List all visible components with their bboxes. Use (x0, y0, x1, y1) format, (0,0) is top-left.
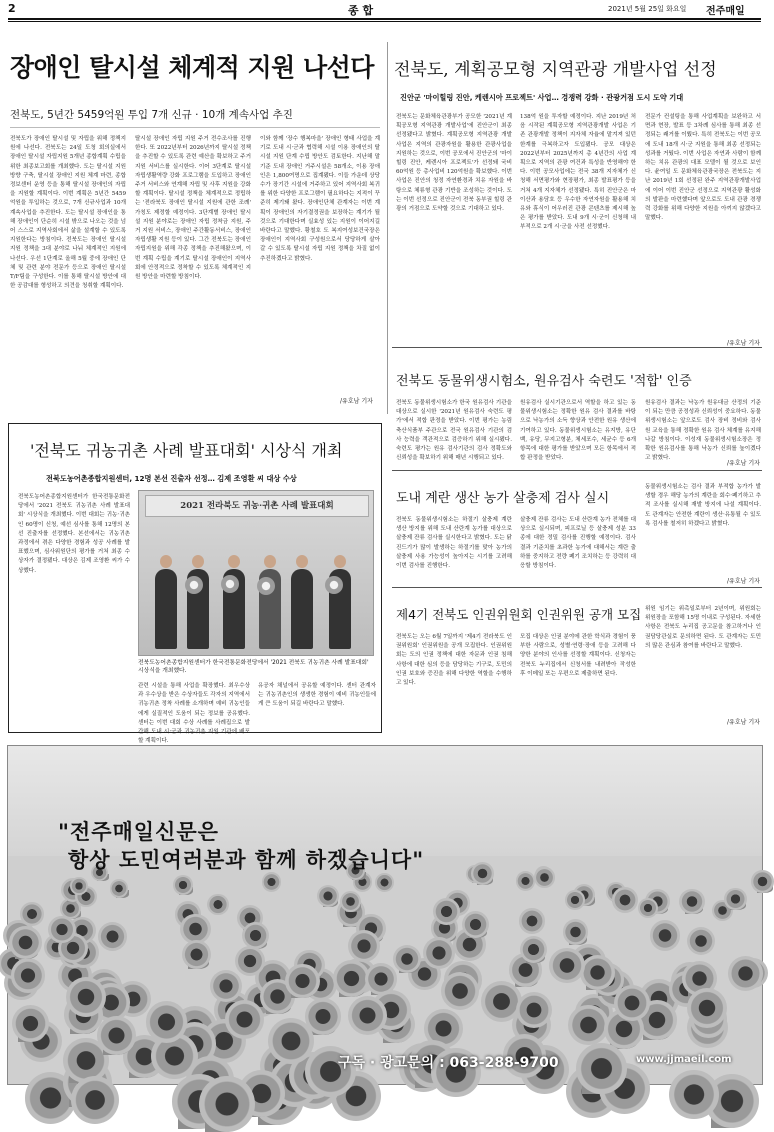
tourism-col-2: 138억 원을 투자할 예정이다. 지난 2019년 처음 시작된 계획공모형 지역관광개발 사업은 기존 관광개발 정책이 지자체 자율에 맡겨져 있던 한계를 극복하고자 도입됐다. 공모 대상은 2022년부터 2025년까지 총 4년간의 사업 계획으로 지역의 관광 여건과 특성을 반영해야 한다. 이번 공모사업에는 전국 38개 지자체가 신청해 서면평가와 현장평가, 최종 발표평가 등을 거쳐 4개 지자체가 선정됐다. 특히 진안군은 마이산과 용담호 등 우수한 자연자원을 활용해 치유와 휴식이 어우러진 관광 콘텐츠를 제시해 높은 평가를 받았다. 도내 9개 시·군이 신청해 내부적으로 2개 시·군을 사전 선정했다. (520, 114, 636, 231)
lead-headline: 장애인 탈시설 체계적 지원 나선다 (10, 53, 374, 82)
sunflower-icon (423, 937, 455, 969)
farm-byline: /유호남 기자 (727, 578, 760, 585)
human-rights-byline: /유호남 기자 (727, 719, 760, 726)
farm-return-col-1: 전북도농어촌종합지원센터가 한국전통문화전당에서 '2021 전북도 귀농귀촌 사례 발표대회' 시상식을 개최했다. 이번 대회는 귀농·귀촌인 60명이 신청, 예선 심사를 통해 12명의 본선 진출자를 선정했다. 본선에서는 귀농귀촌 과정에서 겪은 다양한 경험과 성공 사례를 발표했으며, 심사위원단의 평가를 거쳐 최종 수상자가 결정됐다. 대상은 김제 조영환 씨가 수상했다. (18, 494, 130, 574)
page-header (8, 2, 761, 17)
sunflower-icon (242, 922, 269, 949)
sunflower-icon (110, 879, 129, 898)
sunflower-icon (11, 958, 45, 992)
farm-return-col-3: 유공자 채널에서 공유할 예정이다. 센터 관계자는 귀농귀촌인의 생생한 경험이 예비 귀농인들에게 큰 도움이 되길 바란다고 말했다. (258, 683, 376, 708)
sunflower-icon (549, 948, 584, 983)
sunflower-icon (225, 1000, 264, 1039)
sunflower-icon (679, 889, 704, 914)
sunflower-icon (173, 875, 193, 895)
farm-return-subhead: 전북도농어촌종합지원센터, 12명 본선 진출자 선정… 김제 조영환 씨 대상 수상 (46, 474, 297, 483)
tourism-col-3: 전문가 컨설팅을 통해 사업계획을 보완하고 서면과 현장, 발표 등 3차례 심사를 통해 최종 선정되는 쾌거를 이뤘다. 특히 전북도는 이번 공모에 도내 18개 시·군 지원을 통해 최종 선정되는 성과를 거뒀다. 이번 사업은 자연과 사람이 함께하는 치유 관광의 대표 모델이 될 것으로 보인다. 윤여일 도 문화체육관광국장은 전북도는 지난 2019년 1회 선정된 완주 지역관광개발사업에 이어 이번 진안군 선정으로 지역관광 활성화의 발판을 마련했다며 앞으로도 도내 관광 경쟁력 강화를 위해 다양한 지원을 아끼지 않겠다고 말했다. (645, 114, 761, 222)
sunflower-icon (199, 1076, 255, 1132)
sunflower-icon (580, 955, 615, 990)
person-figure (291, 569, 313, 649)
sunflower-icon (235, 946, 265, 976)
sunflower-icon (687, 927, 715, 955)
lead-col-2: 탈시설 장애인 자립 지원 주거 전수조사를 진행한다. 또 2022년부터 2026년까지 탈시설 정책을 추진할 수 있도록 관련 예산을 확보하고 주거 지원 서비스를 실시한다. 이어 3단계로 탈시설 자립생활역량 강화 프로그램을 도입하고 장애인 주거 서비스와 연계해 자립 및 사후 지원을 강화할 계획이다. 탈시설 정책을 체계적으로 정립하는 '전라북도 장애인 탈시설 지원에 관한 조례' 가칭도 제정할 예정이다. 3단계별 장애인 탈시설 지원 분야로는 장애인 자립 정착금 지원, 주거 지원 서비스, 장애인 주간활동서비스, 장애인 자립생활 지원 등이 있다. 그간 전북도는 장애인 자립지원을 위해 각종 정책을 추진해왔으며, 이번 계획 수립을 계기로 탈시설 장애인이 지역사회에 안정적으로 정착할 수 있도록 체계적인 지원 방안을 마련할 방침이다. (135, 136, 251, 281)
sunflower-icon (348, 930, 380, 962)
sunflower-icon (317, 885, 339, 907)
lead-subhead: 전북도, 5년간 5459억원 투입 7개 신규 · 10개 계속사업 추진 (10, 109, 293, 121)
bouquet-icon (221, 575, 239, 593)
sunflower-icon (12, 1005, 49, 1042)
farm-return-headline: '전북도 귀농귀촌 사례 발표대회' 시상식 개최 (30, 441, 343, 460)
sunflower-icon (207, 894, 228, 915)
photo-caption: 전북도농어촌종합지원센터가 한국전통문화전당에서 '2021 전북도 귀농귀촌 사례 발표대회' 시상식을 개최했다. (138, 660, 369, 674)
sunflower-icon (268, 1018, 314, 1064)
sunflower-icon (71, 1076, 119, 1124)
farm-col-2: 살충제 잔류 검사는 도내 산란계 농가 전체를 대상으로 실시되며, 피프로닐 등 살충제 성분 33종에 대한 정밀 검사를 진행할 예정이다. 검사 결과 기준치를 초과한 농가에 대해서는 계란 출하를 중지하고 전량 폐기 조치하는 등 강력히 대응할 방침이다. (520, 517, 636, 570)
sunflower-icon (568, 1005, 608, 1045)
bouquet-icon (325, 576, 343, 594)
sunflower-icon (146, 1001, 188, 1043)
sunflower-icon (519, 908, 544, 933)
sunflower-icon (48, 916, 75, 943)
award-photo (138, 490, 374, 656)
sunflower-icon (638, 898, 658, 918)
ad-banner (7, 745, 763, 1085)
page-number: 2 (8, 2, 16, 15)
lead-col-1: 전북도가 장애인 탈시설 및 자립을 위해 정책지원에 나선다. 전북도는 24일 도청 회의실에서 장애인 탈시설 자립지원 5개년 종합계획 수립을 위한 최종보고회를 개최했다. 도는 탈시설 지원 방향 구축, 탈시설 장애인 지원 체계 마련, 종합정보센터 운영 등을 통해 탈시설 장애인의 자립을 지원할 계획이다. 이번 계획은 5년간 5459억원을 투입하는 것으로, 7개 신규사업과 10개 계속사업을 추진한다. 도는 탈시설 장애인을 통해 장애인이 단순히 시설 밖으로 나오는 것을 넘어 스스로 지역사회에서 삶을 설계할 수 있도록 지원한다는 방침이다. 전북도는 장애인 탈시설 지원 정책을 3대 분야로 나눠 체계적인 지원에 나선다. 우선 1단계로 올해 5월 중에 장애인 단체 및 관련 분야 전문가 등으로 장애인 탈시설 T/F팀을 구성한다. 이를 통해 탈시설 방안에 대한 공감대를 형성하고 의견을 청취할 계획이다. (10, 136, 126, 290)
animal-headline: 전북도 동물위생시험소, 원유검사 숙련도 '적합' 인증 (396, 374, 692, 389)
sunflower-icon (669, 1070, 718, 1119)
lead-col-3: 이와 함께 '장수 행복마을' 장애인 형태 사업을 계기로 도내 시·군과 협력해 시설 이용 장애인의 탈시설 지원 단계 수립 방안도 검토한다. 지난해 말 기준 도내 장애인 거주시설은 58개소, 이용 장애인은 1,800여명으로 집계됐다. 이들 가운데 상당수가 장기간 시설에 거주하고 있어 지역사회 복귀를 위한 다양한 프로그램이 필요하다는 지적이 꾸준히 제기돼 왔다. 장애인단체 관계자는 이번 계획이 장애인의 자기결정권을 보장하는 계기가 될 것으로 기대한다며 실효성 있는 지원이 이어지길 바란다고 말했다. 황철호 도 복지여성보건국장은 장애인이 지역사회 구성원으로서 당당하게 살아갈 수 있도록 탈시설 자립 지원 정책을 차질 없이 추진하겠다고 밝혔다. (260, 136, 380, 262)
farm-bottom-rule (392, 587, 762, 588)
person-figure (155, 569, 177, 649)
sunflower-icon (262, 872, 281, 891)
farm-return-col-2: 관련 시설을 통해 사업을 확장했다. 최우수상과 우수상을 받은 수상자들도 각자의 지역에서 귀농귀촌 정착 사례를 소개하며 예비 귀농인들에게 실질적인 도움이 되는 정보를 공유했다. 센터는 이번 대회 수상 사례를 사례집으로 발간해 도내 시·군과 귀농귀촌 지원 기관에 배포할 계획이다. (138, 683, 250, 745)
paper-name: 전주매일 (706, 6, 745, 17)
sunflower-icon (285, 964, 319, 998)
tourism-byline: /유호남 기자 (727, 340, 760, 347)
animal-bottom-rule (392, 470, 762, 471)
sunflower-icon (20, 902, 44, 926)
ad-slogan-line-1: "전주매일신문은 (58, 819, 219, 844)
lead-byline: /유호남 기자 (340, 398, 373, 405)
header-rule-thin (8, 21, 761, 22)
header-rule (8, 18, 761, 20)
farm-col-3: 동물위생시험소는 검사 결과 부적합 농가가 발생할 경우 해당 농가의 계란을 회수·폐기하고 추적 조사를 실시해 재발 방지에 나설 계획이다. 도 관계자는 안전한 계란이 생산·유통될 수 있도록 검사를 철저히 하겠다고 밝혔다. (645, 484, 761, 527)
section-name: 종 합 (348, 4, 374, 17)
sunflower-icon (576, 1043, 627, 1094)
tourism-subhead: 진안군 '마이힐링 진안, 케렌시아 프로젝트' 사업… 경쟁력 강화 · 관광거점 도시 도약 기대 (400, 93, 684, 102)
sunflower-icon (565, 890, 584, 909)
ad-contact: 구독 · 광고문의 : 063-288-9700 (338, 1055, 559, 1071)
photo-banner: 2021 전라북도 귀농·귀촌 사례 발표대회 (145, 495, 369, 517)
sunflower-icon (441, 972, 479, 1010)
human-rights-col-3: 위원 임기는 위촉일로부터 2년이며, 위원회는 위원장을 포함해 15명 이내로 구성된다. 자세한 사항은 전북도 누리집 공고문을 참고하거나 인권담당관실로 문의하면 된다. 도 관계자는 도민의 많은 관심과 참여를 바란다고 말했다. (645, 606, 761, 649)
sunflower-icon (471, 862, 494, 885)
animal-byline: /유호남 기자 (727, 460, 760, 467)
farm-col-1: 전북도 동물위생시험소는 하절기 살충제 계란 생산 방지를 위해 도내 산란계 농가를 대상으로 살충제 잔류 검사를 실시한다고 밝혔다. 도는 닭 진드기가 많이 발생하는 하절기를 맞아 농가의 살충제 사용 가능성이 높아지는 시기를 고려해 이번 검사를 진행한다. (396, 517, 512, 570)
lead-sub-rule (10, 127, 380, 128)
sunflower-icon (98, 922, 127, 951)
tourism-headline: 전북도, 계획공모형 지역관광 개발사업 선정 (394, 60, 717, 80)
sunflower-icon (516, 871, 536, 891)
animal-col-1: 전북도 동물위생시험소가 한국 원유검사 기관을 대상으로 실시한 '2021년 원유검사 숙련도 평가'에서 적합 판정을 받았다. 이번 평가는 농림축산식품부 주관으로 전국 원유검사 기관의 검사 능력을 객관적으로 검증하기 위해 실시됐다. 숙련도 평가는 원유 검사기관의 검사 정확도와 신뢰성을 확보하기 위해 매년 시행되고 있다. (396, 400, 512, 462)
sunflower-icon (612, 887, 638, 913)
farm-headline: 도내 계란 생산 농가 살충제 검사 실시 (396, 491, 610, 506)
tourism-bottom-rule (392, 347, 762, 348)
sunflower-icon (375, 873, 394, 892)
bouquet-icon (257, 577, 275, 595)
issue-date: 2021년 5월 25일 화요일 (608, 5, 687, 13)
sunflower-icon (687, 988, 727, 1028)
human-rights-col-2: 모집 대상은 인권 분야에 관한 학식과 경험이 풍부한 사람으로, 성별·연령·장애 등을 고려해 다양한 분야의 인사를 선정할 계획이다. 신청자는 전북도 누리집에서 신청서를 내려받아 작성한 후 이메일 또는 우편으로 제출하면 된다. (520, 634, 636, 677)
sunflower-icon (724, 888, 746, 910)
sunflower-icon (9, 926, 42, 959)
human-rights-col-1: 전북도는 오는 6월 7일까지 '제4기 전라북도 인권위원회' 인권위원을 공개 모집한다. 인권위원회는 도의 인권 정책에 대한 자문과 인권 침해 사항에 대한 심의 등을 담당하는 기구로, 도민의 인권 보호와 증진을 위해 다양한 역할을 수행하고 있다. (396, 634, 512, 687)
ad-slogan-line-2: 항상 도민여러분과 함께 하겠습니다" (68, 847, 425, 872)
ad-website: www.jjmaeil.com (636, 1054, 732, 1065)
sunflower-icon (563, 919, 589, 945)
bouquet-icon (185, 576, 203, 594)
sunflower-icon (97, 1016, 136, 1055)
sunflower-icon (210, 970, 242, 1002)
tourism-col-1: 전북도는 문화체육관광부가 공모한 '2021년 계획공모형 지역관광 개발사업'에 진안군이 최종 선정됐다고 밝혔다. 계획공모형 지역관광 개발사업은 지역의 관광자원을 활용한 관광사업을 지원하는 것으로, 이번 공모에서 진안군의 '마이힐링 진안, 케렌시아 프로젝트'가 선정돼 국비 60억원 등 총사업비 120억원을 확보했다. 이번 사업은 진안의 청정 자연환경과 치유 자원을 바탕으로 체류형 관광 기반을 조성하는 것이다. 도는 이번 선정으로 진안군이 전북 동부권 힐링 관광의 거점으로 도약할 것으로 기대하고 있다. (396, 114, 512, 213)
animal-col-3: 원유검사 결과는 낙농가 원유대금 산정의 기준이 되는 만큼 공정성과 신뢰성이 중요하다. 동물위생시험소는 앞으로도 검사 장비 정비와 검사원 교육을 통해 정확한 원유 검사 체계를 유지해 나갈 방침이다. 이성재 동물위생시험소장은 정확한 원유검사를 통해 낙농가 신뢰를 높이겠다고 밝혔다. (645, 400, 761, 462)
sunflower-icon (728, 956, 763, 991)
sunflower-icon (614, 985, 650, 1021)
animal-col-2: 원유검사 실시기관으로서 역할을 하고 있는 동물위생시험소는 정확한 원유 검사 결과를 바탕으로 낙농가의 소득 향상과 안전한 원유 생산에 기여하고 있다. 동물위생시험소는 유지방, 유단백, 유당, 무지고형분, 체세포수, 세균수 등 6개 항목에 대한 평가를 받았으며 모든 항목에서 적합 판정을 받았다. (520, 400, 636, 462)
column-divider (387, 42, 388, 414)
sunflower-icon (650, 920, 680, 950)
human-rights-headline: 제4기 전북도 인권위원회 인권위원 공개 모집 (396, 607, 642, 622)
sunflower-icon (534, 867, 554, 887)
sunflower-icon (751, 870, 774, 893)
